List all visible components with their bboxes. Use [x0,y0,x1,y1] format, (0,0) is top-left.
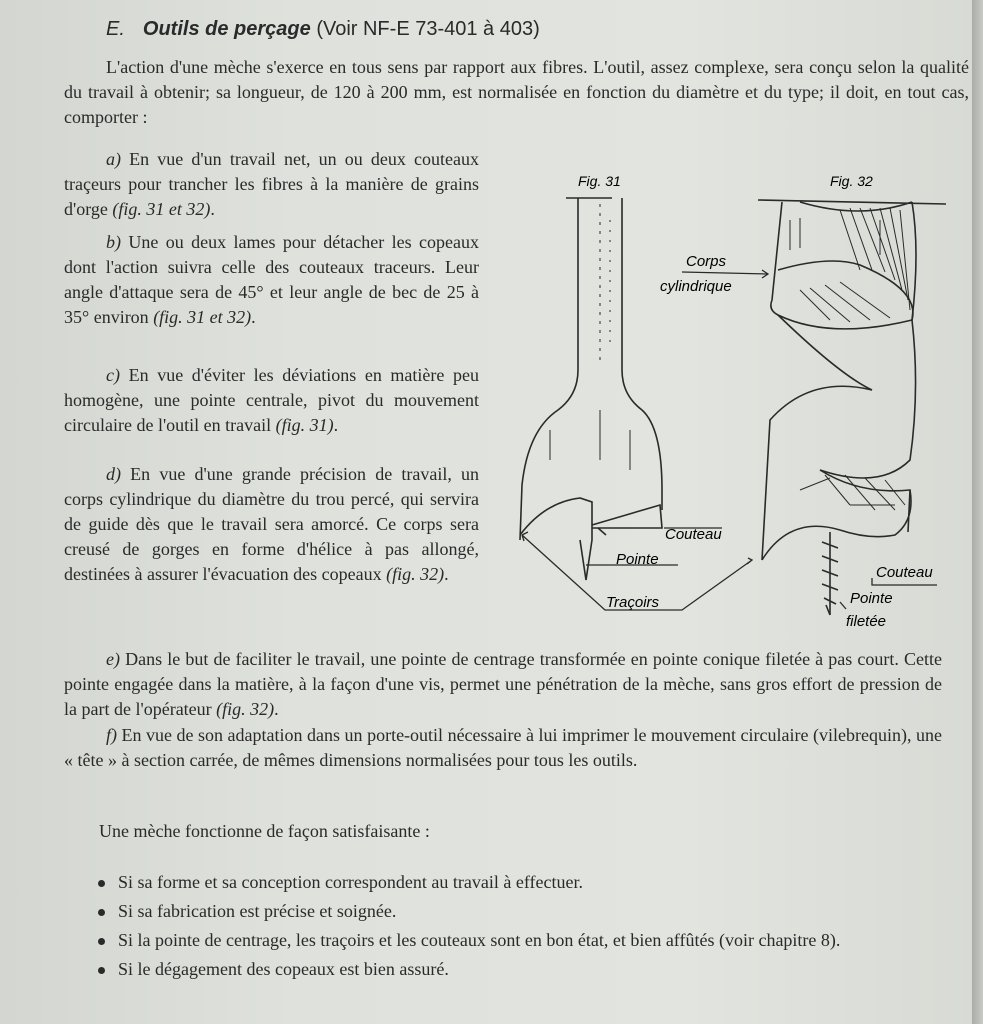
item-c-marker: c) [106,365,120,385]
label-cylindrique: cylindrique [660,278,732,295]
section-letter: E. [106,18,125,40]
fig32-drawing [758,200,946,615]
list-item: Si le dégagement des copeaux est bien assuré. [95,957,935,982]
item-a [64,147,479,222]
section-reference: (Voir NF-E 73-401 à 403) [316,18,540,40]
fig-leader-lines [522,270,937,610]
intro-paragraph: L'action d'une mèche s'exerce en tous sens par rapport aux fibres. L'outil, assez complexe, sera conçu selon la qualité du travail à obtenir; sa longueur, de 120 à 200 mm, est normalisée en fonction du diamètre et du type; il doit, en tout cas, comporter : [64,57,969,127]
label-couteau-fig31: Couteau [665,526,722,543]
label-couteau-fig32: Couteau [876,564,933,581]
list-item: Si la pointe de centrage, les traçoirs et les couteaux sont en bon état, et bien affûtés (voir chapitre 8). [95,928,935,953]
item-d [64,462,479,587]
item-c-end: . [333,415,339,435]
item-d-marker: d) [106,464,121,484]
item-b-marker: b) [106,232,121,252]
label-pointe-fig32: Pointe [850,590,893,607]
item-e-text: Dans le but de faciliter le travail, une pointe de centrage transformée en pointe conique filetée à pas court. Cette pointe engagée dans la matière, à la façon d'une vis, permet une pénétration de la mèche, sans gros effort de pression de la part de l'opérateur [64,649,942,719]
item-b-text: Une ou deux lames pour détacher les copeaux dont l'action suivra celle des couteaux traceurs. Leur angle d'attaque sera de 45° et leur angle de bec de 25 à 35° environ [64,232,479,327]
fig32-hatching [800,208,910,510]
fig32-caption: Fig. 32 [830,173,873,189]
section-heading [106,18,540,41]
label-tracoirs: Traçoirs [606,594,660,611]
item-d-fig-ref: (fig. 32) [386,564,445,584]
item-d-end: . [444,564,449,584]
item-f-text: En vue de son adaptation dans un porte-outil nécessaire à lui imprimer le mouvement circulaire (vilebrequin), une « tête » à section carrée, de mêmes dimensions normalisées pour tous les outils. [64,725,942,770]
item-a-fig-ref: (fig. 31 et 32) [112,199,211,219]
item-d-text: En vue d'une grande précision de travail, un corps cylindrique du diamètre du trou percé, qui servira de guide dès que le travail sera amorcé. Ce corps sera creusé de gorges en forme d'hélice à pas allongé, destinées à assurer l'évacuation des copeaux [64,464,479,584]
item-f-marker: f) [106,725,117,745]
fig31-caption: Fig. 31 [578,173,621,189]
fig31-drawing [520,198,662,580]
item-a-text: En vue d'un travail net, un ou deux couteaux traçeurs pour trancher les fibres à la manière de grains d'orge [64,149,479,219]
section-title: Outils de perçage [142,18,311,40]
item-b-end: . [251,307,256,327]
page-edge [972,0,983,1024]
conditions-list [95,870,935,986]
label-filetee: filetée [846,613,887,630]
item-c [64,363,479,438]
item-b [64,230,479,330]
label-pointe-fig31: Pointe [616,551,659,568]
drill-bit-figures [500,160,960,640]
list-item: Si sa fabrication est précise et soignée. [95,899,935,924]
label-corps: Corps [686,253,727,270]
item-e [64,647,942,722]
item-c-fig-ref: (fig. 31) [275,415,334,435]
item-e-marker: e) [106,649,120,669]
item-b-fig-ref: (fig. 31 et 32) [153,307,252,327]
item-a-end: . [210,199,215,219]
list-item: Si sa forme et sa conception correspondent au travail à effectuer. [95,870,935,895]
item-c-text: En vue d'éviter les déviations en matière peu homogène, une pointe centrale, pivot du mouvement circulaire de l'outil en travail [64,365,479,435]
item-a-marker: a) [106,149,121,169]
item-f [64,723,942,773]
item-e-end: . [274,699,279,719]
summary-intro: Une mèche fonctionne de façon satisfaisante : [99,821,430,841]
item-e-fig-ref: (fig. 32) [216,699,275,719]
